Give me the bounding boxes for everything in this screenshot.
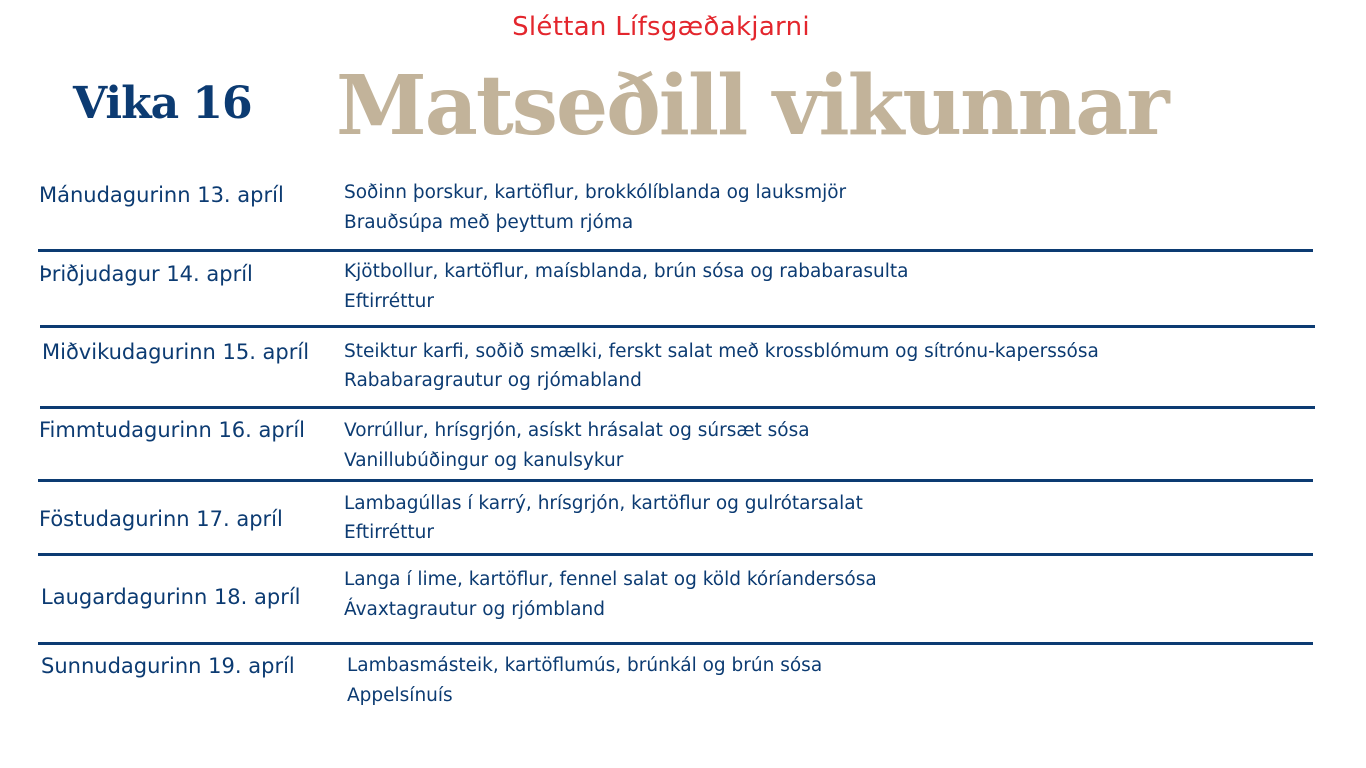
day-label: Laugardagurinn 18. apríl — [41, 585, 301, 609]
row-divider — [38, 249, 1313, 252]
day-label: Föstudagurinn 17. apríl — [39, 507, 283, 531]
main-dish: Lambasmásteik, kartöflumús, brúnkál og brún sósa — [347, 655, 823, 676]
dessert: Vanillubúðingur og kanulsykur — [344, 450, 624, 471]
row-divider — [38, 479, 1313, 482]
row-divider — [38, 642, 1313, 645]
dessert: Ávaxtagrautur og rjómbland — [344, 599, 605, 620]
dessert: Appelsínuís — [347, 685, 453, 706]
day-label: Miðvikudagurinn 15. apríl — [42, 340, 310, 364]
main-dish: Steiktur karfi, soðið smælki, ferskt salat með krossblómum og sítrónu-kaperssósa — [344, 341, 1099, 362]
main-dish: Soðinn þorskur, kartöflur, brokkólíblanda og lauksmjör — [344, 182, 847, 203]
dessert: Rababaragrautur og rjómabland — [344, 370, 642, 391]
week-label: Vika 16 — [73, 78, 252, 129]
day-label: Þriðjudagur 14. apríl — [39, 262, 253, 286]
organization-name: Sléttan Lífsgæðakjarni — [512, 12, 810, 42]
dessert: Eftirréttur — [344, 291, 434, 312]
main-dish: Kjötbollur, kartöflur, maísblanda, brún sósa og rababarasulta — [344, 261, 909, 282]
main-dish: Vorrúllur, hrísgrjón, asískt hrásalat og súrsæt sósa — [344, 420, 810, 441]
row-divider — [38, 553, 1313, 556]
dessert: Eftirréttur — [344, 522, 434, 543]
page-title: Matseðill vikunnar — [336, 58, 1168, 154]
dessert: Brauðsúpa með þeyttum rjóma — [344, 212, 634, 233]
main-dish: Lambagúllas í karrý, hrísgrjón, kartöflur og gulrótarsalat — [344, 493, 863, 514]
day-label: Fimmtudagurinn 16. apríl — [39, 418, 306, 442]
row-divider — [40, 325, 1315, 328]
main-dish: Langa í lime, kartöflur, fennel salat og köld kóríandersósa — [344, 569, 877, 590]
row-divider — [40, 406, 1315, 409]
day-label: Mánudagurinn 13. apríl — [39, 183, 284, 207]
day-label: Sunnudagurinn 19. apríl — [41, 654, 295, 678]
